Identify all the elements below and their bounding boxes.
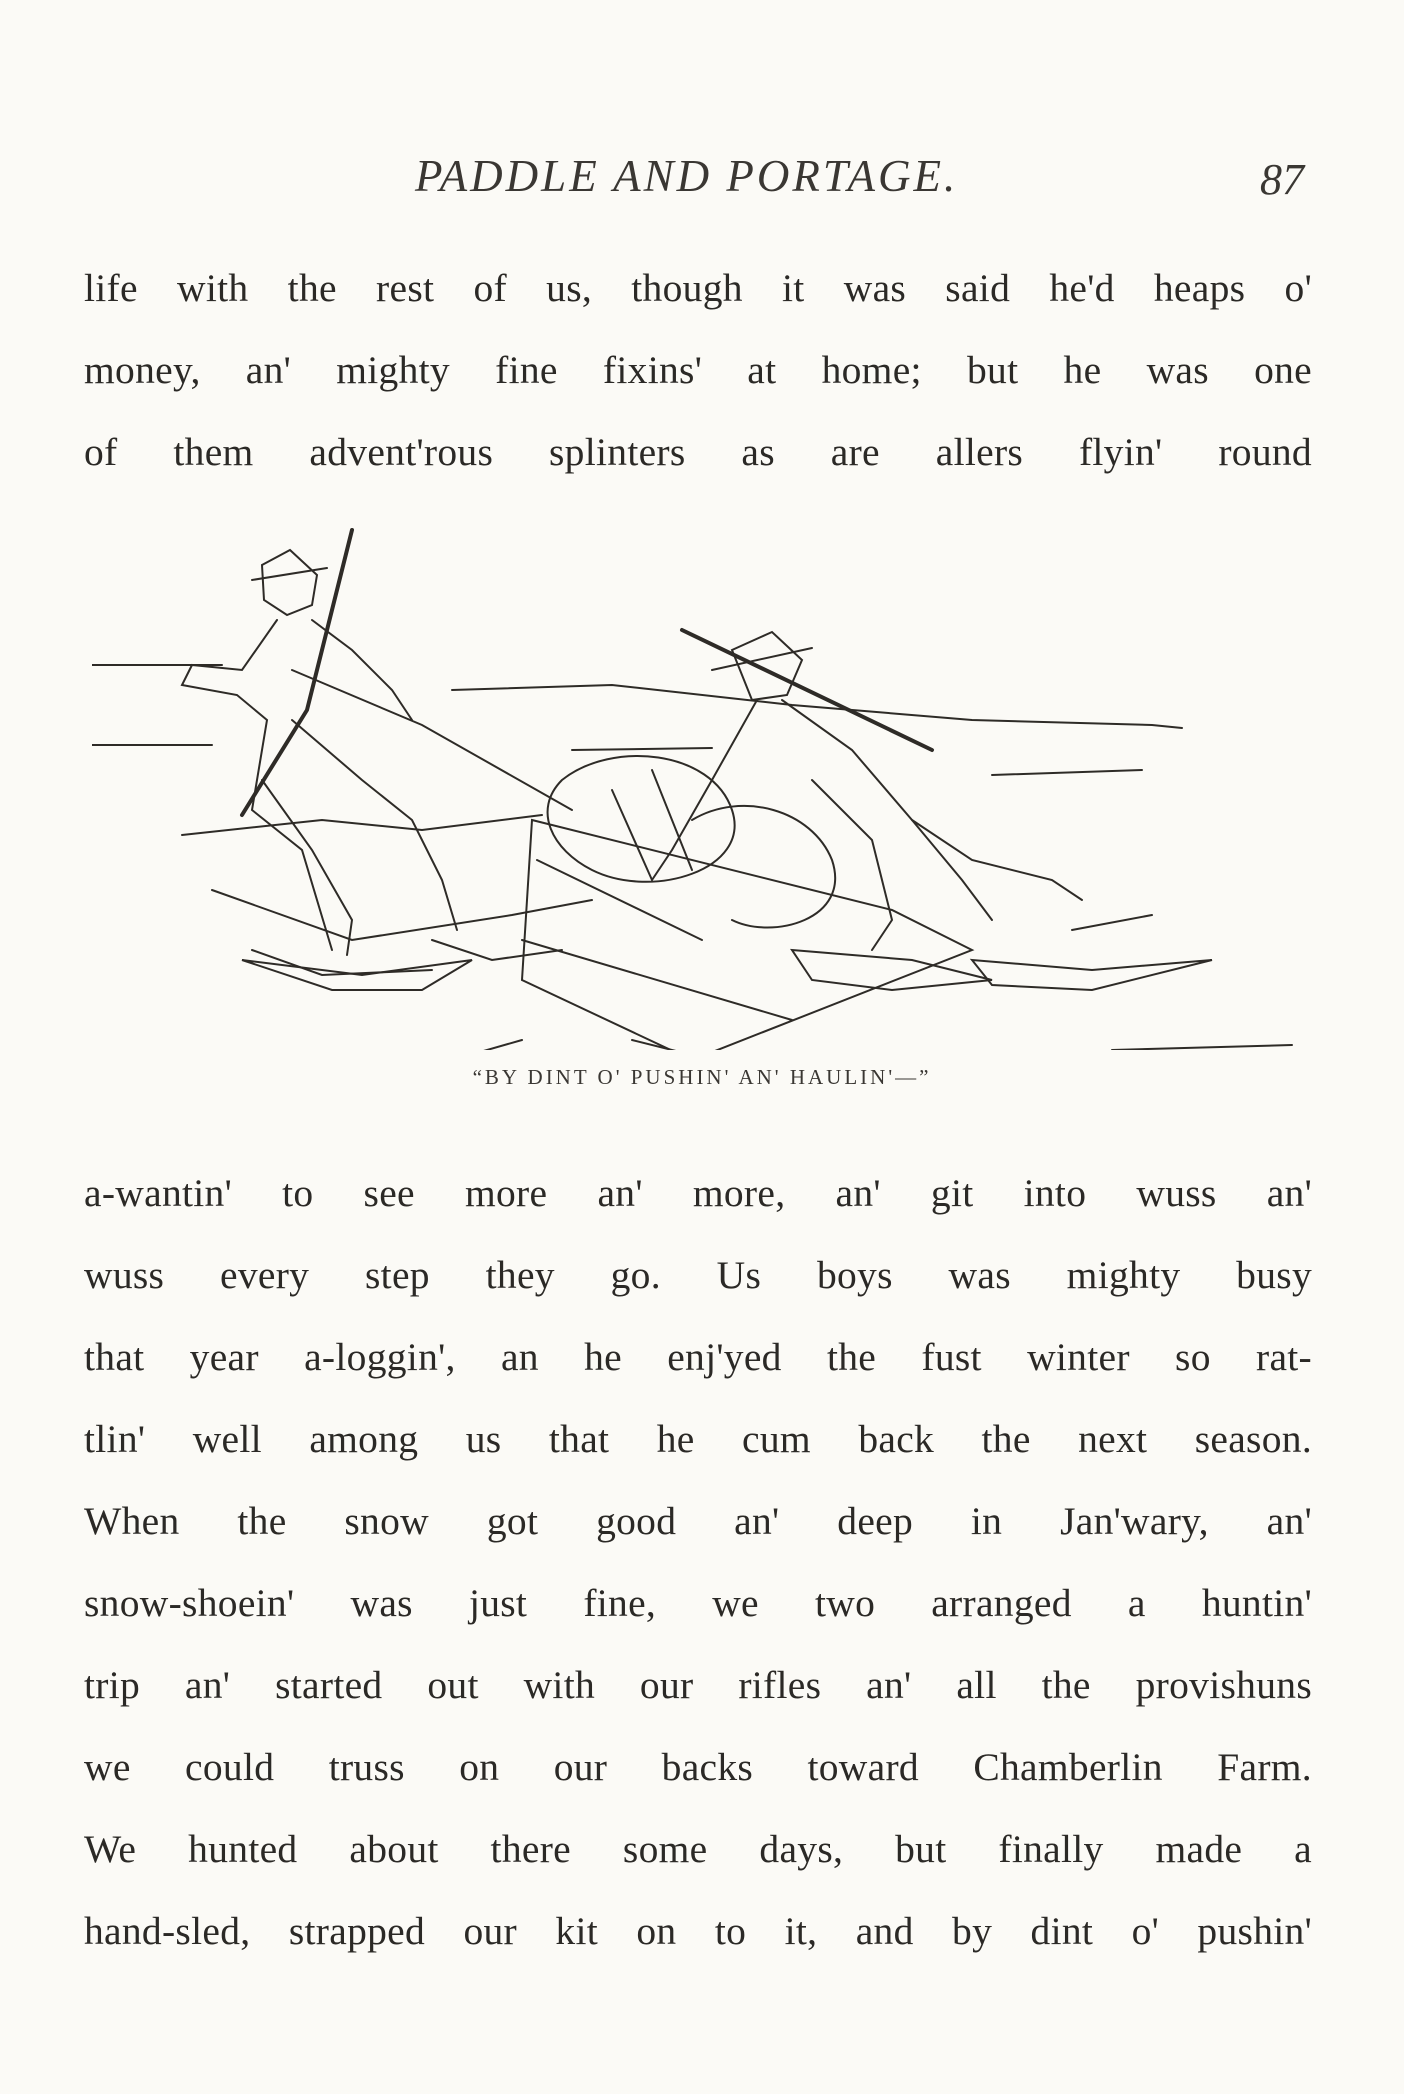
text-line: trip an' started out with our rifles an' all the provishuns	[84, 1663, 1312, 1707]
text-line: of them advent'rous splinters as are allers flyin' round	[84, 430, 1312, 474]
sled-illustration	[92, 520, 1312, 1050]
page-number: 87	[1260, 155, 1304, 204]
illustration-sled-haulers	[92, 520, 1312, 1050]
text-line: that year a-loggin', an he enj'yed the fust winter so rat-	[84, 1335, 1312, 1379]
running-title: PADDLE AND PORTAGE.	[415, 151, 959, 201]
text-line: life with the rest of us, though it was said he'd heaps o'	[84, 266, 1312, 310]
figure-caption: “BY DINT O' PUSHIN' AN' HAULIN'—”	[472, 1065, 932, 1089]
text-line: We hunted about there some days, but finally made a	[84, 1827, 1312, 1871]
text-line: hand-sled, strapped our kit on to it, and by dint o' pushin'	[84, 1909, 1312, 1953]
text-line: money, an' mighty fine fixins' at home; but he was one	[84, 348, 1312, 392]
text-line: a-wantin' to see more an' more, an' git into wuss an'	[84, 1171, 1312, 1215]
text-line: tlin' well among us that he cum back the next season.	[84, 1417, 1312, 1461]
text-line: When the snow got good an' deep in Jan'wary, an'	[84, 1499, 1312, 1543]
running-head	[0, 150, 1404, 210]
text-line: we could truss on our backs toward Chamberlin Farm.	[84, 1745, 1312, 1789]
paragraph-top	[84, 247, 1312, 493]
paragraph-bottom	[84, 1152, 1312, 1972]
text-line: wuss every step they go. Us boys was mighty busy	[84, 1253, 1312, 1297]
text-line: snow-shoein' was just fine, we two arranged a huntin'	[84, 1581, 1312, 1625]
